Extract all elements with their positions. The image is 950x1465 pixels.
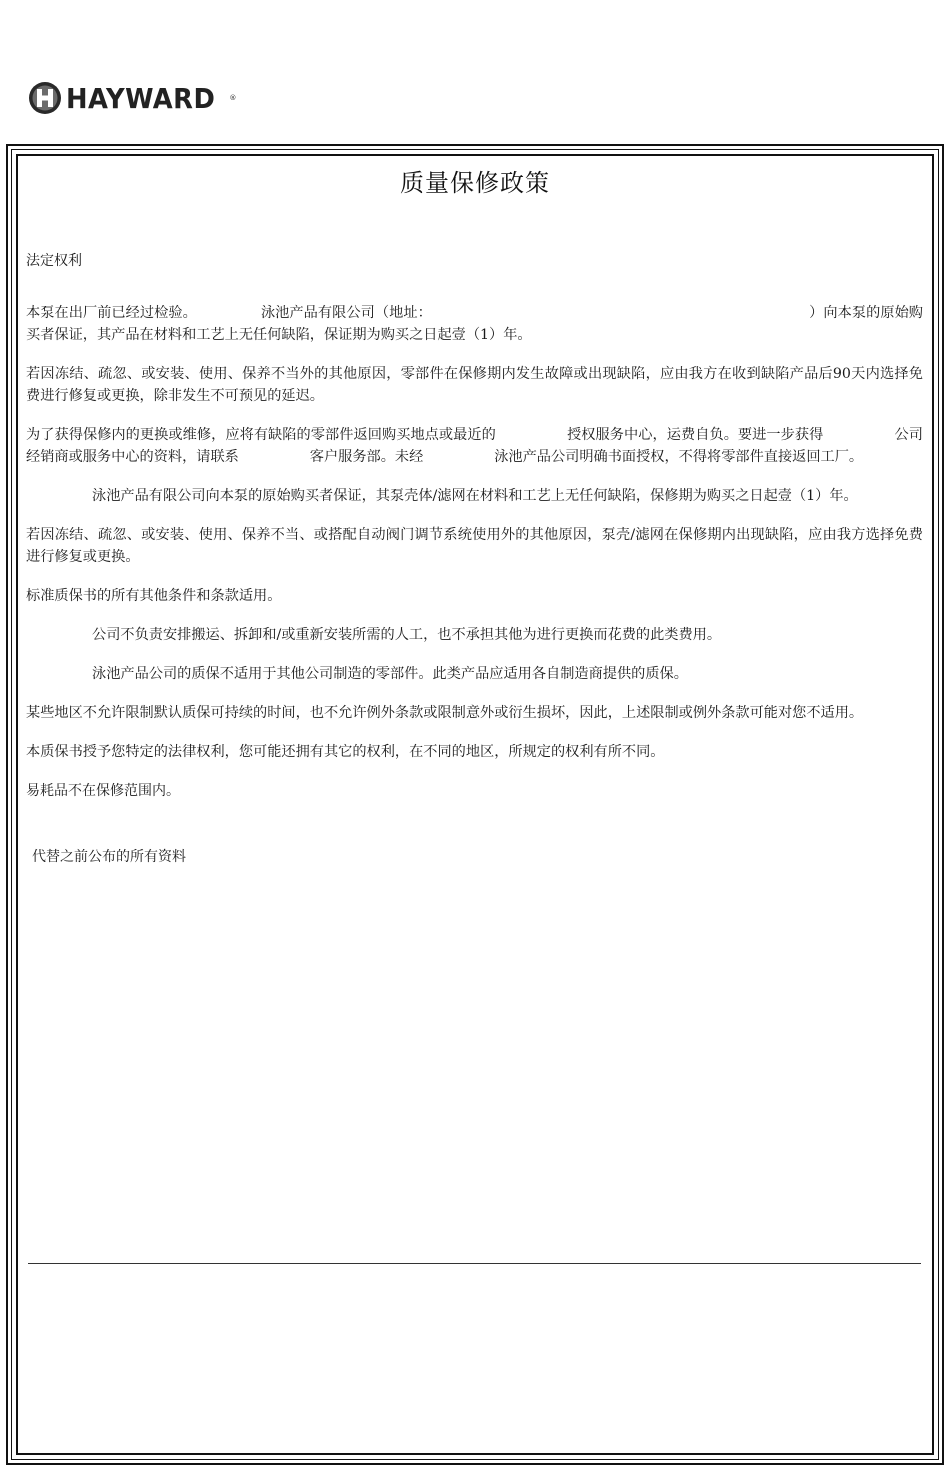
footer-divider <box>28 1263 921 1264</box>
brand-name: HAYWARD <box>66 81 216 115</box>
page-title: 质量保修政策 <box>400 169 550 197</box>
paragraph-legal-rights: 本质保书授予您特定的法律权利，您可能还拥有其它的权利，在不同的地区，所规定的权利有所不同。 <box>26 744 665 760</box>
paragraph-labor-costs: 公司不负责安排搬运、拆卸和/或重新安装所需的人工，也不承担其他为进行更换而花费的此类费用。 <box>92 627 722 643</box>
paragraph-housing-defects: 若因冻结、疏忽、或安装、使用、保养不当、或搭配自动阀门调节系统使用外的其他原因，泵壳/滤网在保修期内出现缺陷，应由我方选择免费进行修复或更换。 <box>26 527 923 565</box>
paragraph-standard-terms: 标准质保书的所有其他条件和条款适用。 <box>26 588 282 604</box>
paragraph-inspection: 本泵在出厂前已经过检验。 泳池产品有限公司（地址： ）向本泵的原始购买者保证，其产品在材料和工艺上无任何缺陷，保证期为购买之日起壹（1）年。 <box>26 305 923 343</box>
paragraph-regional-limits: 某些地区不允许限制默认质保可持续的时间，也不允许例外条款或限制意外或衍生损坏，因此，上述限制或例外条款可能对您不适用。 <box>26 705 864 721</box>
supersedes-note: 代替之前公布的所有资料 <box>32 849 186 865</box>
paragraph-housing-warranty: 泳池产品有限公司向本泵的原始购买者保证，其泵壳体/滤网在材料和工艺上无任何缺陷，保修期为购买之日起壹（1）年。 <box>92 488 858 504</box>
consumables-note: 易耗品不在保修范围内。 <box>26 783 180 799</box>
warranty-body <box>26 250 923 868</box>
paragraph-repair-replace: 若因冻结、疏忽、或安装、使用、保养不当外的其他原因，零部件在保修期内发生故障或出现缺陷，应由我方在收到缺陷产品后90天内选择免费进行修复或更换，除非发生不可预见的延迟。 <box>26 366 923 404</box>
paragraph-other-manufacturers: 泳池产品公司的质保不适用于其他公司制造的零部件。此类产品应适用各自制造商提供的质保。 <box>92 666 688 682</box>
registered-mark: ® <box>229 94 237 102</box>
hayward-logo <box>28 80 236 116</box>
hayward-h-icon <box>28 81 62 115</box>
paragraph-return-procedure: 为了获得保修内的更换或维修，应将有缺陷的零部件返回购买地点或最近的 授权服务中心，运费自负。要进一步获得 公司经销商或服务中心的资料，请联系 客户服务部。未经 泳池产品公司明确书面授权，不得将零部件直接返回工厂。 <box>26 427 923 465</box>
section-heading: 法定权利 <box>26 253 82 269</box>
